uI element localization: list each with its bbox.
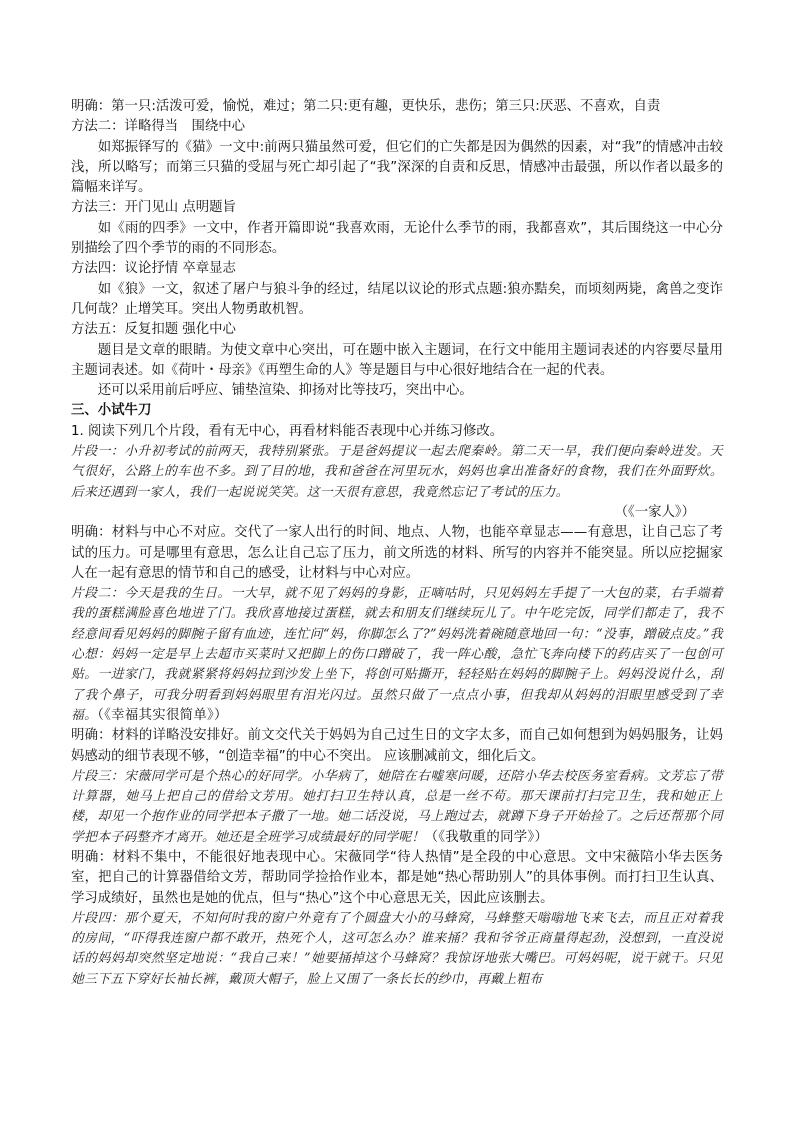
excerpt-paragraph <box>71 584 723 726</box>
body-paragraph: 如《雨的四季》一文中，作者开篇即说“我喜欢雨，无论什么季节的雨，我都喜欢”，其后围绕这一中心分别描绘了四个季节的雨的不同形态。 <box>71 220 723 257</box>
answer-paragraph: 明确：材料的详略没安排好。前文交代关于妈妈为自己过生日的文字太多，而自己如何想到为妈妈服务，让妈妈感动的细节表现不够，“创造幸福”的中心不突出。 应该删减前文，细化后文。 <box>71 728 723 764</box>
exercise-instruction: 1. 阅读下列几个片段，看有无中心，再看材料能否表现中心并练习修改。 <box>71 423 504 439</box>
document-page <box>71 97 723 990</box>
excerpt-text: 片段二：今天是我的生日。一大早，就不见了妈妈的身影，正嘀咕时，只见妈妈左手提了一大包的菜，右手端着我的蛋糕满脸喜色地进了门。我欣喜地接过蛋糕，就去和朋友们继续玩儿了。中午吃完饭，同学们都走了，我不经意间看见妈妈的脚腕子留有血迹，连忙问“妈，你脚怎么了?”妈妈洗着碗随意地回一句：“没事，蹭破点皮。”我心想：妈妈一定是早上去超市买菜时又把脚上的伤口蹭破了，我一阵心酸，急忙飞奔向楼下的药店买了一包创可贴。一进家门，我就紧紧将妈妈拉到沙发上坐下，将创可贴撕开，轻轻贴在妈妈的脚腕子上。妈妈没说什么，刮了我个鼻子，可我分明看到妈妈眼里有泪光闪过。虽然只做了一点点小事，但我却从妈妈的泪眼里感受到了幸福。 <box>71 586 723 723</box>
excerpt-paragraph: 片段一：小升初考试的前两天，我特别紧张。于是爸妈提议一起去爬秦岭。第二天一早，我们便向秦岭进发。天气很好，公路上的车也不多。到了目的地，我和爸爸在河里玩水，妈妈也拿出准备好的食物，我们在外面野炊。后来还遇到一家人，我们一起说说笑笑。这一天很有意思，我竟然忘记了考试的压力。 <box>71 444 723 500</box>
body-paragraph: 还可以采用前后呼应、铺垫渲染、抑扬对比等技巧，突出中心。 <box>97 383 473 399</box>
answer-paragraph: 明确：第一只:活泼可爱，愉悦，难过；第二只:更有趣，更快乐，悲伤；第三只:厌恶、不喜欢，自责 <box>71 99 661 114</box>
excerpt-paragraph <box>71 767 723 848</box>
section-heading: 三、小试牛刀 <box>71 403 152 419</box>
method-heading: 方法三：开门见山 点明题旨 <box>71 200 236 216</box>
excerpt-text: 片段三：宋薇同学可是个热心的好同学。小华病了，她陪在右嘘寒问暖，还陪小华去校医务室看病。文芳忘了带计算器，她马上把自己的借给文芳用。她打扫卫生特认真，总是一丝不苟。那天课前打扫完卫生，我和她正上楼，却见一个抱作业的同学把本子撒了一地。她二话没说，马上跑过去，就蹲下身子开始捡了。之后还帮那个同学把本子码整齐才离开。她还是全班学习成绩最好的同学呢！ <box>71 768 723 845</box>
body-paragraph: 如《狼》一文，叙述了屠户与狼斗争的经过，结尾以议论的形式点题:狼亦黠矣，而顷刻两毙，禽兽之变诈几何哉？止增笑耳。突出人物勇敢机智。 <box>71 281 723 317</box>
body-paragraph: 题目是文章的眼睛。为使文章中心突出，可在题中嵌入主题词，在行文中能用主题词表述的内容要尽量用主题词表述。如《荷叶・母亲》《再塑生命的人》等是题目与中心很好地结合在一起的代表。 <box>71 342 723 378</box>
body-paragraph: 如郑振铎写的《猫》一文中:前两只猫虽然可爱，但它们的亡失都是因为偶然的因素，对“我”的情感冲击较浅，所以略写；而第三只猫的受屈与死亡却引起了“我”深深的自责和反思，情感冲击最强，所以作者以最多的篇幅来详写。 <box>71 139 723 196</box>
method-heading: 方法五：反复扣题 强化中心 <box>71 322 236 338</box>
method-heading: 方法四：议论抒情 卒章显志 <box>71 261 236 277</box>
method-heading: 方法二：详略得当 围绕中心 <box>71 119 246 135</box>
excerpt-source: （《我敬重的同学》） <box>424 829 549 845</box>
answer-paragraph: 明确：材料不集中，不能很好地表现中心。宋薇同学“待人热情”是全段的中心意思。文中宋薇陪小华去医务室，把自己的计算器借给文芳，帮助同学捡拾作业本，都是她“热心帮助别人”的具体事例。而打扫卫生认真、学习成绩好，虽然也是她的优点，但与“热心”这个中心意思无关，因此应该删去。 <box>71 849 723 906</box>
answer-paragraph: 明确：材料与中心不对应。交代了一家人出行的时间、地点、人物，也能卒章显志——有意思，让自己忘了考试的压力。可是哪里有意思，怎么让自己忘了压力，前文所选的材料、所写的内容并不能突显。所以应挖掘家人在一起有意思的情节和自己的感受，让材料与中心对应。 <box>71 525 723 581</box>
excerpt-paragraph: 片段四：那个夏天，不知何时我的窗户外竟有了个圆盘大小的马蜂窝，马蜂整天嗡嗡地飞来飞去，而且正对着我的房间，“吓得我连窗户都不敢开，热死个人，这可怎么办？谁来捅？我和爷爷正商量得起劲，没想到，一直没说话的妈妈却突然坚定地说：“我自己来！”她要捅掉这个马蜂窝？我惊讶地张大嘴巴。可妈妈呢，说干就干。只见她三下五下穿好长袖长裤，戴顶大帽子，脸上又围了一条长长的纱巾，再戴上粗布 <box>71 910 723 987</box>
excerpt-source: （《幸福其实很简单》） <box>97 707 228 723</box>
excerpt-source: （《一家人》） <box>614 504 695 520</box>
